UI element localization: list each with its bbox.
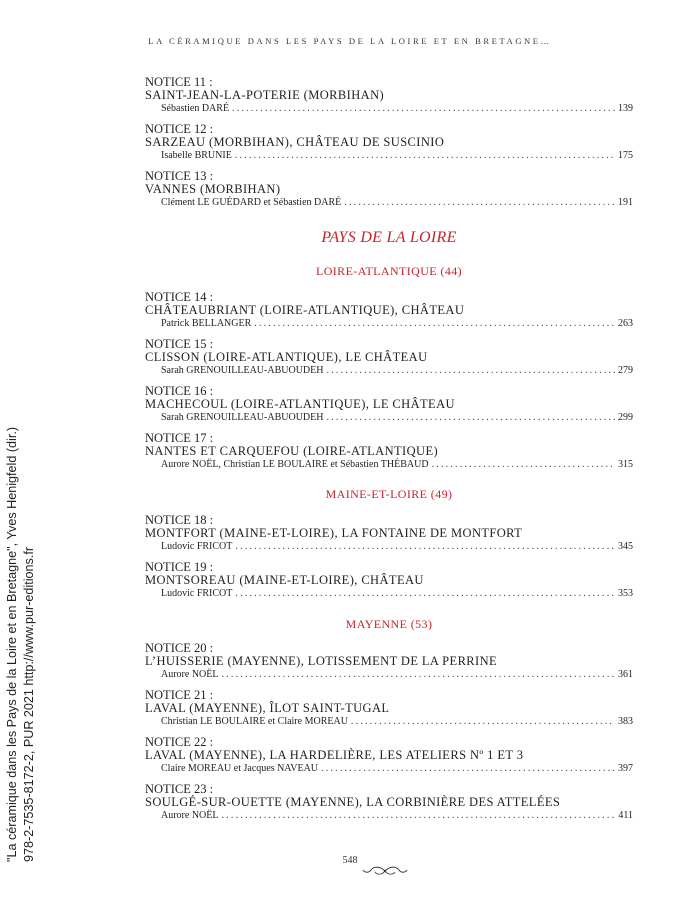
dot-leader bbox=[235, 149, 615, 162]
side-credit-line-1: "La céramique dans les Pays de la Loire et en Bretagne", Yves Henigfeld (dir.) bbox=[5, 426, 19, 862]
dot-leader bbox=[321, 762, 615, 775]
notice-author: Patrick BELLANGER bbox=[161, 318, 252, 329]
ornament-icon bbox=[362, 866, 408, 876]
notice-author: Ludovic FRICOT bbox=[161, 588, 233, 599]
notice-title: CLISSON (LOIRE-ATLANTIQUE), LE CHÂTEAU bbox=[145, 350, 428, 364]
notice-label: NOTICE 18 : bbox=[145, 513, 214, 527]
notice-author: Sarah GRENOUILLEAU-ABUOUDEH bbox=[161, 365, 324, 376]
notice-title: MONTFORT (MAINE-ET-LOIRE), LA FONTAINE DE MONTFORT bbox=[145, 526, 523, 540]
notice-label: NOTICE 20 : bbox=[145, 641, 214, 655]
toc-entry[interactable] bbox=[145, 338, 633, 385]
dot-leader bbox=[235, 587, 615, 600]
notice-label: NOTICE 15 : bbox=[145, 337, 214, 351]
department-heading: LOIRE-ATLANTIQUE (44) bbox=[315, 264, 463, 278]
toc-entry[interactable] bbox=[145, 561, 633, 608]
notice-label: NOTICE 13 : bbox=[145, 169, 214, 183]
department-heading: MAYENNE (53) bbox=[345, 617, 433, 631]
notice-page: 353 bbox=[618, 588, 633, 599]
dot-leader bbox=[344, 196, 615, 209]
toc-entry[interactable] bbox=[145, 432, 633, 479]
notice-author: Sébastien DARÉ bbox=[161, 103, 230, 114]
notice-page: 315 bbox=[618, 459, 633, 470]
toc-entry[interactable] bbox=[145, 642, 633, 689]
toc-entry[interactable] bbox=[145, 291, 633, 338]
running-head: LA CÉRAMIQUE DANS LES PAYS DE LA LOIRE ET EN BRETAGNE… bbox=[148, 36, 552, 46]
notice-page: 279 bbox=[618, 365, 633, 376]
notice-author: Ludovic FRICOT bbox=[161, 541, 233, 552]
dot-leader bbox=[351, 715, 615, 728]
dot-leader bbox=[221, 809, 615, 822]
toc-entry[interactable] bbox=[145, 689, 633, 736]
notice-page: 263 bbox=[618, 318, 633, 329]
notice-author: Aurore NOËL bbox=[161, 810, 219, 821]
notice-page: 411 bbox=[618, 810, 633, 821]
dot-leader bbox=[235, 540, 615, 553]
region-title: PAYS DE LA LOIRE bbox=[321, 229, 457, 246]
toc-entry[interactable] bbox=[145, 385, 633, 432]
notice-label: NOTICE 19 : bbox=[145, 560, 214, 574]
notice-page: 191 bbox=[618, 197, 633, 208]
notice-label: NOTICE 23 : bbox=[145, 782, 214, 796]
notice-author: Aurore NOËL bbox=[161, 669, 219, 680]
department-heading: MAINE-ET-LOIRE (49) bbox=[325, 487, 453, 501]
notice-title: LAVAL (MAYENNE), ÎLOT SAINT-TUGAL bbox=[145, 701, 390, 715]
notice-author: Aurore NOËL, Christian LE BOULAIRE et Sébastien THÉBAUD bbox=[161, 459, 429, 470]
notice-page: 299 bbox=[618, 412, 633, 423]
dot-leader bbox=[221, 668, 615, 681]
dot-leader bbox=[254, 317, 615, 330]
toc-entry[interactable] bbox=[145, 736, 633, 783]
notice-title: MONTSOREAU (MAINE-ET-LOIRE), CHÂTEAU bbox=[145, 573, 424, 587]
dot-leader bbox=[432, 458, 615, 471]
notice-author: Sarah GRENOUILLEAU-ABUOUDEH bbox=[161, 412, 324, 423]
notice-page: 383 bbox=[618, 716, 633, 727]
notice-label: NOTICE 11 : bbox=[145, 75, 213, 89]
dot-leader bbox=[326, 411, 615, 424]
notice-author: Clément LE GUÉDARD et Sébastien DARÉ bbox=[161, 197, 342, 208]
notice-title: VANNES (MORBIHAN) bbox=[145, 182, 281, 196]
notice-title: SAINT-JEAN-LA-POTERIE (MORBIHAN) bbox=[145, 88, 385, 102]
notice-label: NOTICE 17 : bbox=[145, 431, 214, 445]
toc-group-top bbox=[145, 76, 633, 217]
toc-entry[interactable] bbox=[145, 76, 633, 123]
toc-entry[interactable] bbox=[145, 514, 633, 561]
notice-label: NOTICE 16 : bbox=[145, 384, 214, 398]
notice-author: Claire MOREAU et Jacques NAVEAU bbox=[161, 763, 319, 774]
dot-leader bbox=[232, 102, 615, 115]
notice-title: CHÂTEAUBRIANT (LOIRE-ATLANTIQUE), CHÂTEAU bbox=[145, 303, 465, 317]
notice-title: LAVAL (MAYENNE), LA HARDELIÈRE, LES ATELIERS Nº 1 ET 3 bbox=[145, 748, 524, 762]
notice-label: NOTICE 22 : bbox=[145, 735, 214, 749]
notice-label: NOTICE 21 : bbox=[145, 688, 214, 702]
page-number: 548 bbox=[342, 855, 358, 866]
toc-group-mayenne bbox=[145, 642, 633, 830]
notice-page: 139 bbox=[618, 103, 633, 114]
notice-page: 361 bbox=[618, 669, 633, 680]
notice-page: 345 bbox=[618, 541, 633, 552]
notice-author: Isabelle BRUNIE bbox=[161, 150, 232, 161]
notice-title: SARZEAU (MORBIHAN), CHÂTEAU DE SUSCINIO bbox=[145, 135, 445, 149]
notice-title: NANTES ET CARQUEFOU (LOIRE-ATLANTIQUE) bbox=[145, 444, 439, 458]
notice-title: SOULGÉ-SUR-OUETTE (MAYENNE), LA CORBINIÈRE DES ATTELÉES bbox=[145, 795, 561, 809]
notice-page: 175 bbox=[618, 150, 633, 161]
dot-leader bbox=[326, 364, 615, 377]
toc-entry[interactable] bbox=[145, 123, 633, 170]
toc-entry[interactable] bbox=[145, 783, 633, 830]
toc-group-maine-et-loire bbox=[145, 514, 633, 608]
toc-entry[interactable] bbox=[145, 170, 633, 217]
notice-label: NOTICE 14 : bbox=[145, 290, 214, 304]
notice-page: 397 bbox=[618, 763, 633, 774]
notice-label: NOTICE 12 : bbox=[145, 122, 214, 136]
notice-title: L’HUISSERIE (MAYENNE), LOTISSEMENT DE LA PERRINE bbox=[145, 654, 498, 668]
notice-author: Christian LE BOULAIRE et Claire MOREAU bbox=[161, 716, 348, 727]
toc-group-loire-atlantique bbox=[145, 291, 633, 479]
notice-title: MACHECOUL (LOIRE-ATLANTIQUE), LE CHÂTEAU bbox=[145, 397, 455, 411]
side-credit bbox=[0, 0, 60, 899]
side-credit-line-2[interactable]: 978-2-7535-8172-2, PUR 2021 http://www.pur-editions.fr bbox=[22, 546, 36, 862]
